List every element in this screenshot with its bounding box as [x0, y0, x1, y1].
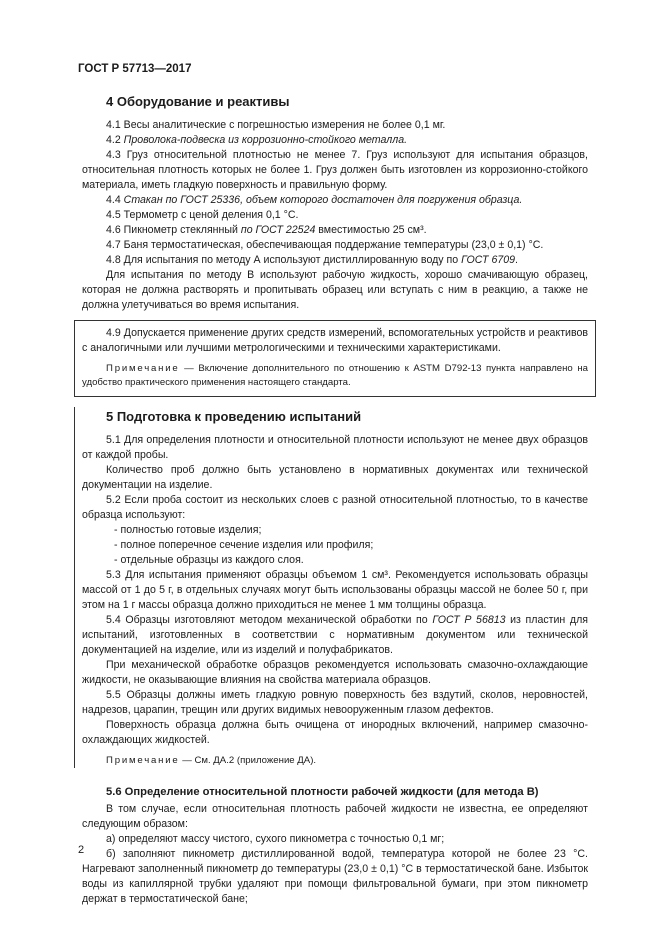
added-clause-frame [74, 320, 596, 397]
para-5-6-a: а) определяют массу чистого, сухого пикнометра с точностью 0,1 мг; [106, 833, 445, 845]
para-4-8-ref: ГОСТ 6709 [461, 254, 516, 266]
section-4-title: 4 Оборудование и реактивы [106, 94, 290, 109]
para-4-2-text: Проволока-подвеска из коррозионно-стойкого металла. [123, 134, 408, 146]
para-5-1: 5.1 Для определения плотности и относительной плотности используют не менее двух образцов от каждой пробы. [82, 434, 588, 461]
para-5-5b: Поверхность образца должна быть очищена от инородных включений, например смазочно-охлаждающих жидкостей. [82, 719, 588, 746]
para-4-4-text: Стакан по ГОСТ 25336, объем которого достаточен для погружения образца. [123, 194, 523, 206]
para-5-3: 5.3 Для испытания применяют образцы объемом 1 см³. Рекомендуется использовать образцы массой от 1 до 5 г, в отдельных случаях могут быть использованы образцы массой не более 50 г, при этом на 1 г массы образца должно приходиться не менее 1 мм толщины образца. [82, 569, 588, 611]
para-5-6-b: б) заполняют пикнометр дистиллированной водой, температура которой не более 23 °С. Нагревают заполненный пикнометр до температуры (23,0 ± 0,1) °С в термостатической бане. Избыток воды из капиллярной трубки удаляют при помощи фильтровальной бумаги, при этом пикнометр держат в термостатической бане; [82, 848, 588, 905]
note-4 [82, 362, 588, 390]
note-5 [82, 754, 588, 768]
para-4-8-a: 4.8 Для испытания по методу А используют дистиллированную воду по [106, 254, 462, 266]
para-5-4-ref: ГОСТ Р 56813 [432, 614, 506, 626]
para-4-2-num: 4.2 [106, 134, 124, 146]
para-4-2 [82, 133, 588, 148]
section-5-block [74, 407, 588, 768]
para-5-4b: При механической обработке образцов рекомендуется использовать смазочно-охлаждающие жидкости, не оказывающие влияния на свойства материала образцов. [82, 659, 588, 686]
section-5-title: 5 Подготовка к проведению испытаний [106, 409, 362, 424]
para-5-5: 5.5 Образцы должны иметь гладкую ровную поверхность без вздутий, сколов, неровностей, надрезов, царапин, трещин или других видимых невооруженным глазом дефектов. [82, 689, 588, 716]
para-4-8-c: . [515, 254, 518, 266]
para-4-8-method-b: Для испытания по методу В используют рабочую жидкость, хорошо смачивающую образец, которая не должна растворять и пропитывать образец или вступать с ним в реакцию, а также не должна улетучиваться во время испытания. [82, 269, 588, 311]
para-4-3: 4.3 Груз относительной плотностью не менее 7. Груз используют для испытания образцов, относительная плотность которых не более 1. Груз должен быть изготовлен из коррозионно-стойкого материала, иметь гладкую поверхность и правильную форму. [82, 149, 588, 191]
para-4-4 [82, 193, 588, 208]
note-4-text: — Включение дополнительного по отношению к ASTM D792-13 пункта направлено на удобство практического применения настоящего стандарта. [82, 363, 588, 388]
para-5-6: В том случае, если относительная плотность рабочей жидкости не известна, ее определяют следующим образом: [82, 803, 588, 830]
page-number: 2 [78, 844, 85, 856]
para-5-4 [82, 613, 588, 658]
para-4-4-num: 4.4 [106, 194, 124, 206]
para-5-4-c: из пластин для испытаний, изготовленных в соответствии с нормативным документом или технической документацией на изделие, или из изделий и полуфабрикатов. [82, 614, 588, 656]
para-5-1b: Количество проб должно быть установлено в нормативных документах или технической документации на изделие. [82, 464, 588, 491]
list-item: - полное поперечное сечение изделия или профиля; [82, 538, 588, 553]
para-4-5: 4.5 Термометр с ценой деления 0,1 °С. [106, 209, 299, 221]
note-5-text: — См. ДА.2 (приложение ДА). [179, 755, 317, 766]
para-5-2: 5.2 Если проба состоит из нескольких слоев с разной относительной плотностью, то в качестве образца используют: [82, 494, 588, 521]
list-item: - отдельные образцы из каждого слоя. [82, 553, 588, 568]
section-5-6-title: 5.6 Определение относительной плотности рабочей жидкости (для метода В) [106, 786, 539, 798]
para-4-6-a: 4.6 Пикнометр стеклянный [106, 224, 241, 236]
para-4-7: 4.7 Баня термостатическая, обеспечивающая поддержание температуры (23,0 ± 0,1) °С. [106, 239, 544, 251]
para-4-1: 4.1 Весы аналитические с погрешностью измерения не более 0,1 мг. [106, 119, 446, 131]
note-4-label: Примечание [106, 363, 180, 374]
para-4-6 [82, 223, 588, 238]
list-item: - полностью готовые изделия; [82, 523, 588, 538]
para-5-4-a: 5.4 Образцы изготовляют методом механической обработки по [106, 614, 433, 626]
para-4-9: 4.9 Допускается применение других средств измерений, вспомогательных устройств и реактивов с аналогичными или лучшими метрологическими и техническими характеристиками. [82, 327, 588, 354]
para-4-6-c: вместимостью 25 см³. [315, 224, 427, 236]
page-content [82, 88, 588, 907]
note-5-label: Примечание [106, 755, 180, 766]
para-4-8 [82, 253, 588, 268]
document-header: ГОСТ Р 57713—2017 [78, 63, 192, 75]
para-4-6-ref: по ГОСТ 22524 [240, 224, 316, 236]
